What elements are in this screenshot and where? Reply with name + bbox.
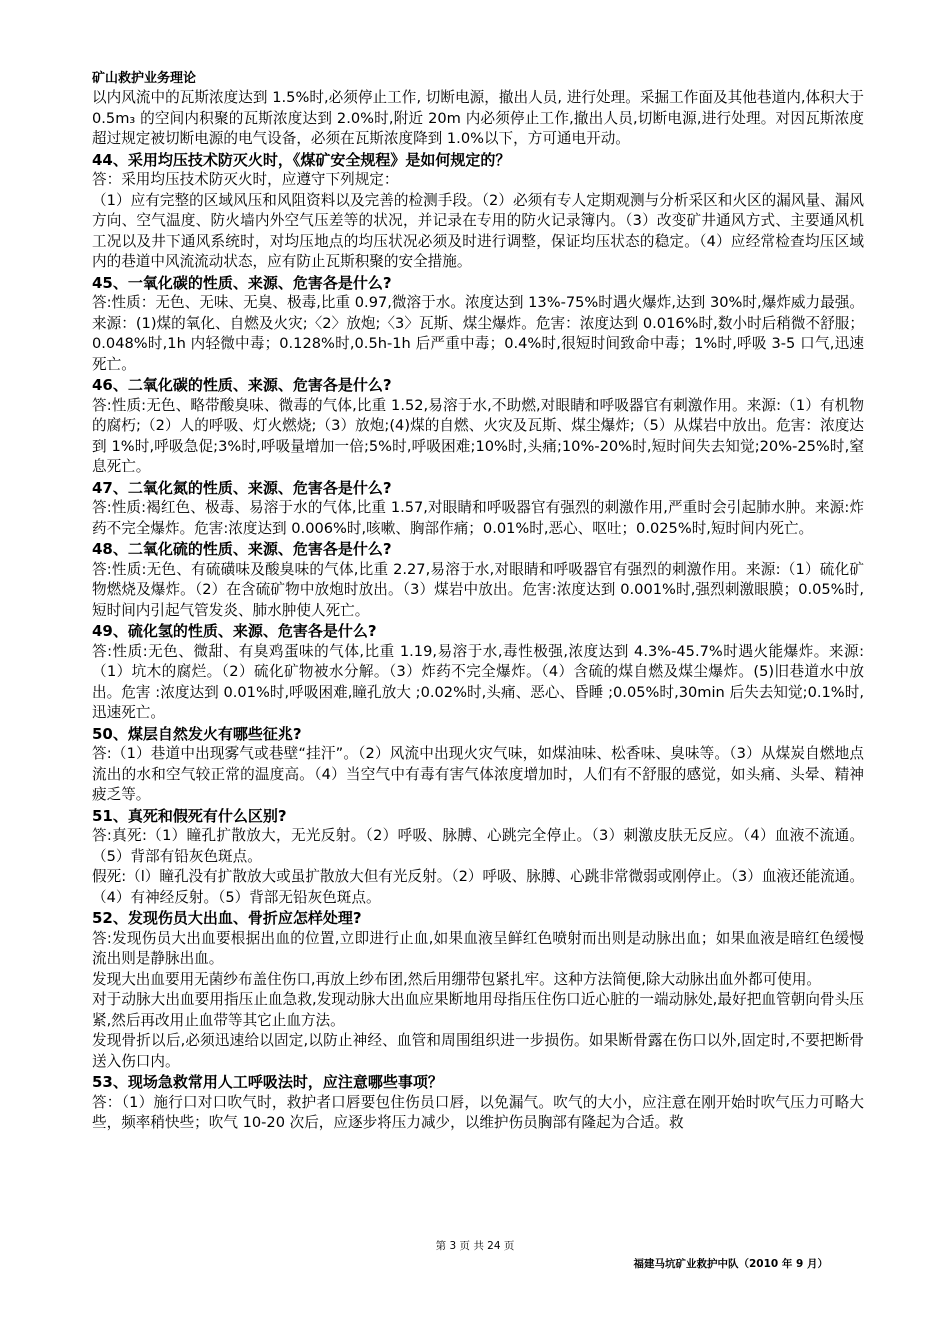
paragraph: 答:性质:褐红色、极毒、易溶于水的气体,比重 1.57,对眼睛和呼吸器官有强烈的刺激作用,严重时会引起肺水肿。来源:炸药不完全爆炸。危害:浓度达到 0.006%时,咳嗽、胸部作痛；0.01%时,恶心、呕吐；0.025%时,短时间内死亡。 <box>92 499 864 537</box>
paragraph: 答:真死:（1）瞳孔扩散放大，无光反射。（2）呼吸、脉膊、心跳完全停止。（3）刺激皮肤无反应。（4）血液不流通。（5）背部有铅灰色斑点。 <box>92 827 864 865</box>
running-header: 矿山救护业务理论 <box>92 71 197 86</box>
paragraph: 答：（1）施行口对口吹气时，救护者口唇要包住伤员口唇，以免漏气。吹气的大小，应注意在刚开始时吹气压力可略大些，频率稍快些；吹气 10-20 次后，应逐步将压力减少，以维护伤员胸部有隆起为合适。救 <box>92 1093 864 1131</box>
question-heading: 52、发现伤员大出血、骨折应怎样处理? <box>92 909 362 927</box>
question-heading: 47、二氧化氮的性质、来源、危害各是什么? <box>92 478 392 497</box>
question-heading: 49、硫化氢的性质、来源、危害各是什么? <box>92 622 377 640</box>
paragraph: 答：采用均压技术防灭火时，应遵守下列规定： <box>92 171 399 188</box>
paragraph: 对于动脉大出血要用指压止血急救,发现动脉大出血应果断地用母指压住伤口近心脏的一端动脉处,最好把血管朝向骨头压紧,然后再改用止血带等其它止血方法。 <box>92 991 864 1029</box>
footer-organization: 福建马坑矿业救护中队（2010 年 9 月） <box>633 1258 828 1270</box>
paragraph: 答:性质：无色、无味、无臭、极毒,比重 0.97,微溶于水。浓度达到 13%-75%时遇火爆炸,达到 30%时,爆炸威力最强。来源：(1)煤的氧化、自燃及火灾;〈2〉放炮;〈3〉瓦斯、煤尘爆炸。危害：浓度达到 0.016%时,数小时后稍微不舒服；0.048%时,1h 内轻微中毒；0.128%时,0.5h-1h 后严重中毒；0.4%时,很短时间致命中毒；1%时,呼吸 3-5 口气,迅速死亡。 <box>92 294 864 373</box>
page-number: 第 3 页 共 24 页 <box>435 1240 515 1252</box>
question-heading: 45、一氧化碳的性质、来源、危害各是什么? <box>92 273 392 292</box>
paragraph: 答:性质:无色、微甜、有臭鸡蛋味的气体,比重 1.19,易溶于水,毒性极强,浓度达到 4.3%-45.7%时遇火能爆炸。来源:（1）坑木的腐烂。（2）硫化矿物被水分解。（3）炸药不完全爆炸。（4）含硫的煤自燃及煤尘爆炸。(5)旧巷道水中放出。危害 :浓度达到 0.01%时,呼吸困难,瞳孔放大 ;0.02%时,头痛、恶心、昏睡 ;0.05%时,30min 后失去知觉;0.1%时,迅速死亡。 <box>92 642 864 721</box>
paragraph: 答:（1）巷道中出现雾气或巷壁“挂汗”。（2）风流中出现火灾气味，如煤油味、松香味、臭味等。（3）从煤炭自燃地点流出的水和空气较正常的温度高。（4）当空气中有毒有害气体浓度增加时，人们有不舒服的感觉，如头痛、头晕、精神疲乏等。 <box>92 745 864 803</box>
question-heading: 51、真死和假死有什么区别? <box>92 806 287 825</box>
paragraph: 发现大出血要用无菌纱布盖住伤口,再放上纱布团,然后用绷带包紧扎牢。这种方法简便,除大动脉出血外都可使用。 <box>92 970 822 988</box>
paragraph: （1）应有完整的区域风压和风阻资料以及完善的检测手段。（2）必须有专人定期观测与分析采区和火区的漏风量、漏风方向、空气温度、防火墙内外空气压差等的状况，并记录在专用的防火记录簿内。（3）改变矿井通风方式、主要通风机工况以及井下通风系统时，对均压地点的均压状况必须及时进行调整，保证均压状态的稳定。（4）应经常检查均压区域内的巷道中风流流动状态，应有防止瓦斯积聚的安全措施。 <box>92 191 864 270</box>
paragraph: 以内风流中的瓦斯浓度达到 1.5%时,必须停止工作, 切断电源，撤出人员, 进行处理。采掘工作面及其他巷道内,体积大于 0.5m₃ 的空间内积聚的瓦斯浓度达到 2.0%时,附近 20m 内必须停止工作,撤出人员,切断电源,进行处理。对因瓦斯浓度超过规定被切断电源的电气设备，必须在瓦斯浓度降到 1.0%以下，方可通电开动。 <box>92 89 864 147</box>
document-body <box>92 88 864 1134</box>
document-page <box>92 70 864 1134</box>
paragraph: 假死:（l）瞳孔没有扩散放大或虽扩散放大但有光反射。（2）呼吸、脉膊、心跳非常微弱或刚停止。（3）血液还能流通。（4）有神经反射。（5）背部无铅灰色斑点。 <box>92 868 864 906</box>
question-heading: 50、煤层自然发火有哪些征兆? <box>92 724 302 743</box>
paragraph: 答:性质:无色、有硫磺味及酸臭味的气体,比重 2.27,易溶于水,对眼睛和呼吸器官有强烈的刺激作用。来源:（1）硫化矿物燃烧及爆炸。（2）在含硫矿物中放炮时放出。（3）煤岩中放出。危害:浓度达到 0.001%时,强烈刺激眼膜；0.05%时,短时间内引起气管发炎、肺水肿使人死亡。 <box>92 560 864 619</box>
question-heading: 44、采用均压技术防灭火时，《煤矿安全规程》是如何规定的？ <box>92 150 511 169</box>
question-heading: 48、二氧化硫的性质、来源、危害各是什么? <box>92 540 392 558</box>
paragraph: 发现骨折以后,必须迅速给以固定,以防止神经、血管和周围组织进一步损伤。如果断骨露在伤口以外,固定时,不要把断骨送入伤口内。 <box>92 1032 864 1070</box>
paragraph: 答:发现伤员大出血要根据出血的位置,立即进行止血,如果血液呈鲜红色喷射而出则是动脉出血；如果血液是暗红色缓慢流出则是静脉出血。 <box>92 929 864 967</box>
question-heading: 53、现场急救常用人工呼吸法时，应注意哪些事项？ <box>92 1073 443 1091</box>
paragraph: 答:性质:无色、略带酸臭味、微毒的气体,比重 1.52,易溶于水,不助燃,对眼睛和呼吸器官有刺激作用。来源:（1）有机物的腐朽;（2）人的呼吸、灯火燃烧;（3）放炮;(4)煤的自燃、火灾及瓦斯、煤尘爆炸;（5）从煤岩中放出。危害：浓度达到 1%时,呼吸急促;3%时,呼吸量增加一倍;5%时,呼吸困难;10%时,头痛;10%-20%时,短时间失去知觉;20%-25%时,窒息死亡。 <box>92 396 864 475</box>
question-heading: 46、二氧化碳的性质、来源、危害各是什么? <box>92 376 392 394</box>
